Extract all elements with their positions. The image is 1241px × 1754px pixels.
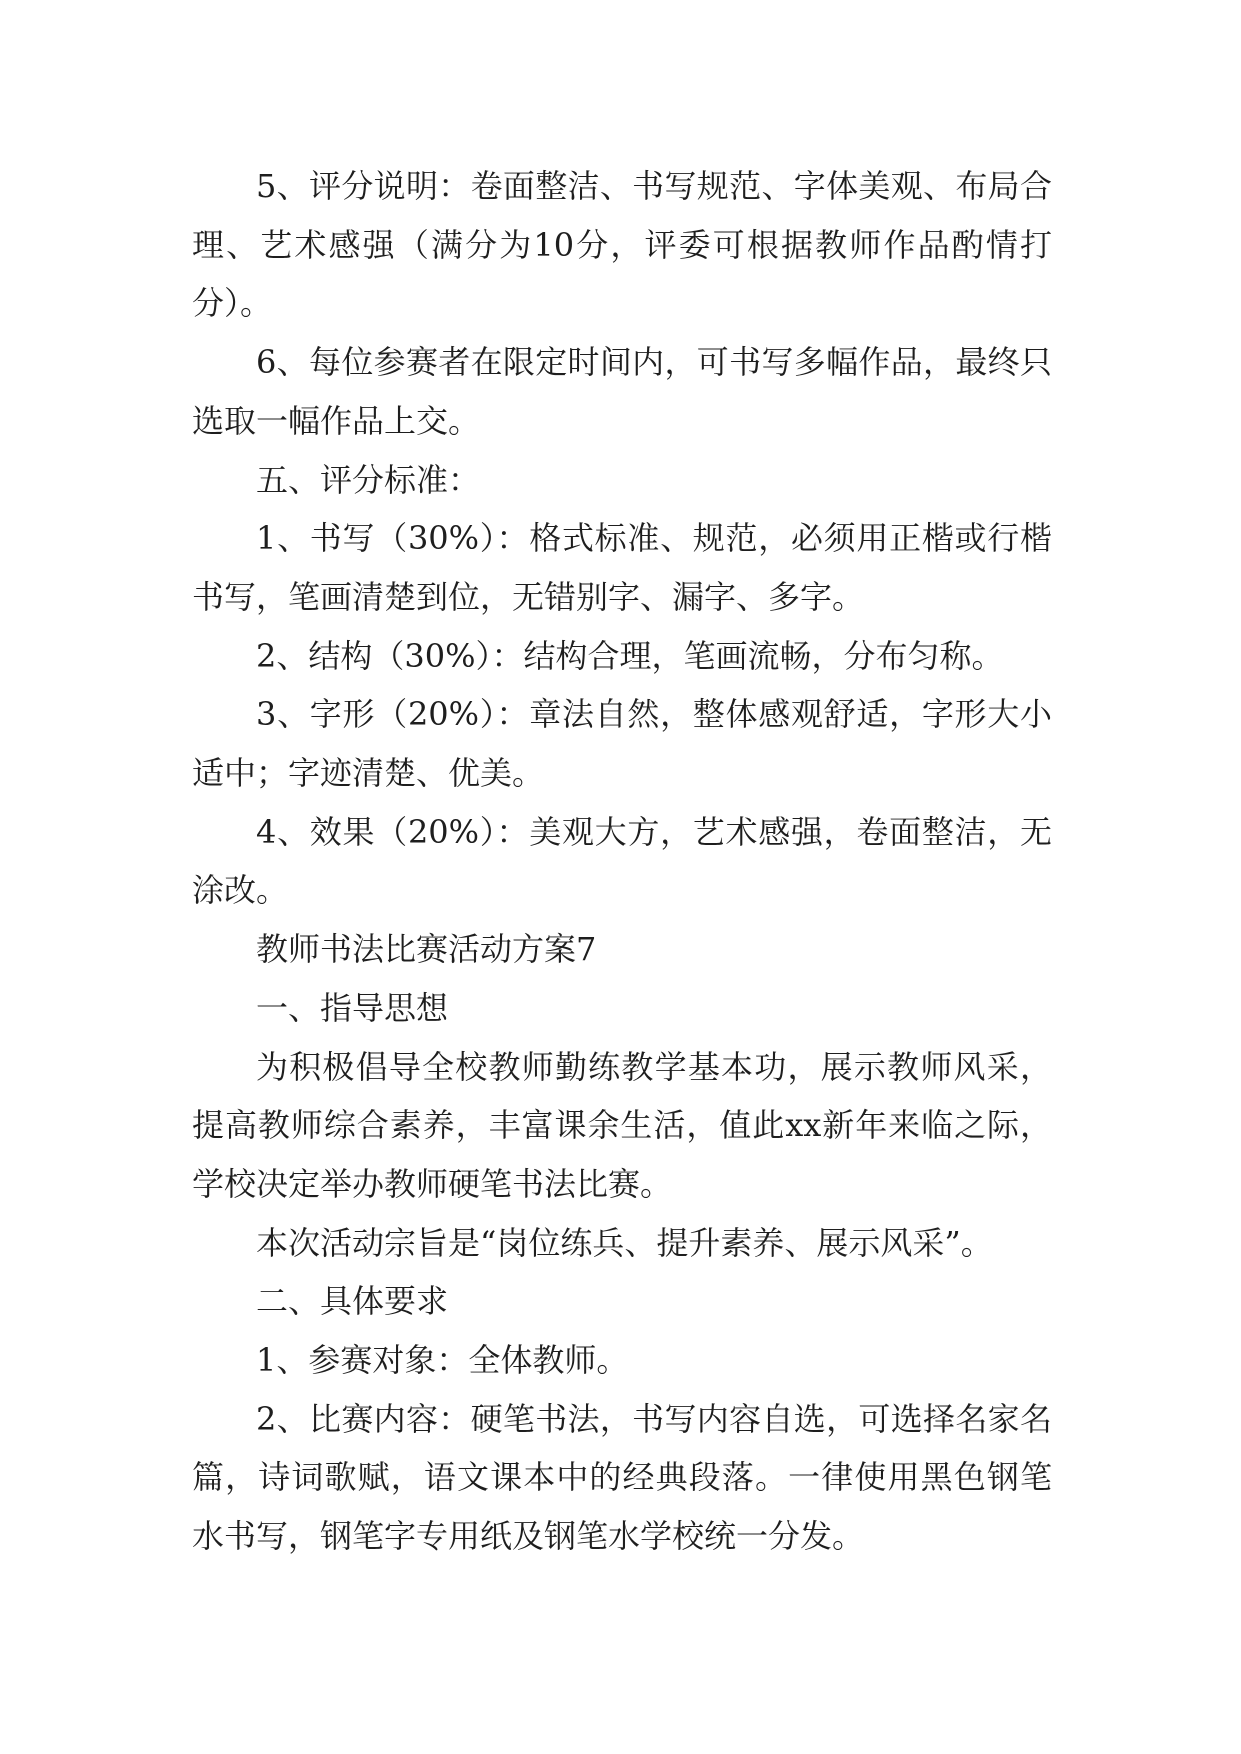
scoring-note-paragraph: 5、评分说明：卷面整洁、书写规范、字体美观、布局合理、艺术感强（满分为10分，评委可根据教师作品酌情打分）。	[192, 167, 1052, 323]
section-heading-scoring-criteria: 五、评分标准：	[256, 460, 481, 499]
criterion-writing-paragraph: 1、书写（30%）：格式标准、规范，必须用正楷或行楷书写，笔画清楚到位，无错别字、漏字、多字。	[192, 519, 1052, 616]
activity-purpose-paragraph: 本次活动宗旨是“岗位练兵、提升素养、展示风采”。	[256, 1223, 993, 1262]
requirement-content-paragraph: 2、比赛内容：硬笔书法，书写内容自选，可选择名家名篇，诗词歌赋，语文课本中的经典段落。一律使用黑色钢笔水书写，钢笔字专用纸及钢笔水学校统一分发。	[192, 1399, 1052, 1556]
criterion-form-paragraph: 3、字形（20%）：章法自然，整体感观舒适，字形大小适中；字迹清楚、优美。	[192, 695, 1052, 793]
submission-rule-paragraph: 6、每位参赛者在限定时间内，可书写多幅作品，最终只选取一幅作品上交。	[192, 343, 1052, 440]
document-body	[192, 157, 1052, 1566]
section-heading-requirements: 二、具体要求	[256, 1282, 449, 1321]
section-heading-guiding-idea: 一、指导思想	[256, 988, 449, 1027]
requirement-participants-paragraph: 1、参赛对象：全体教师。	[256, 1341, 629, 1380]
guiding-idea-paragraph: 为积极倡导全校教师勤练教学基本功，展示教师风采，提高教师综合素养，丰富课余生活，值此xx新年来临之际，学校决定举办教师硬笔书法比赛。	[192, 1047, 1052, 1203]
plan-title: 教师书法比赛活动方案7	[256, 930, 597, 969]
criterion-effect-paragraph: 4、效果（20%）：美观大方，艺术感强，卷面整洁，无涂改。	[192, 812, 1052, 910]
criterion-structure-paragraph: 2、结构（30%）：结构合理，笔画流畅，分布匀称。	[256, 636, 1004, 675]
